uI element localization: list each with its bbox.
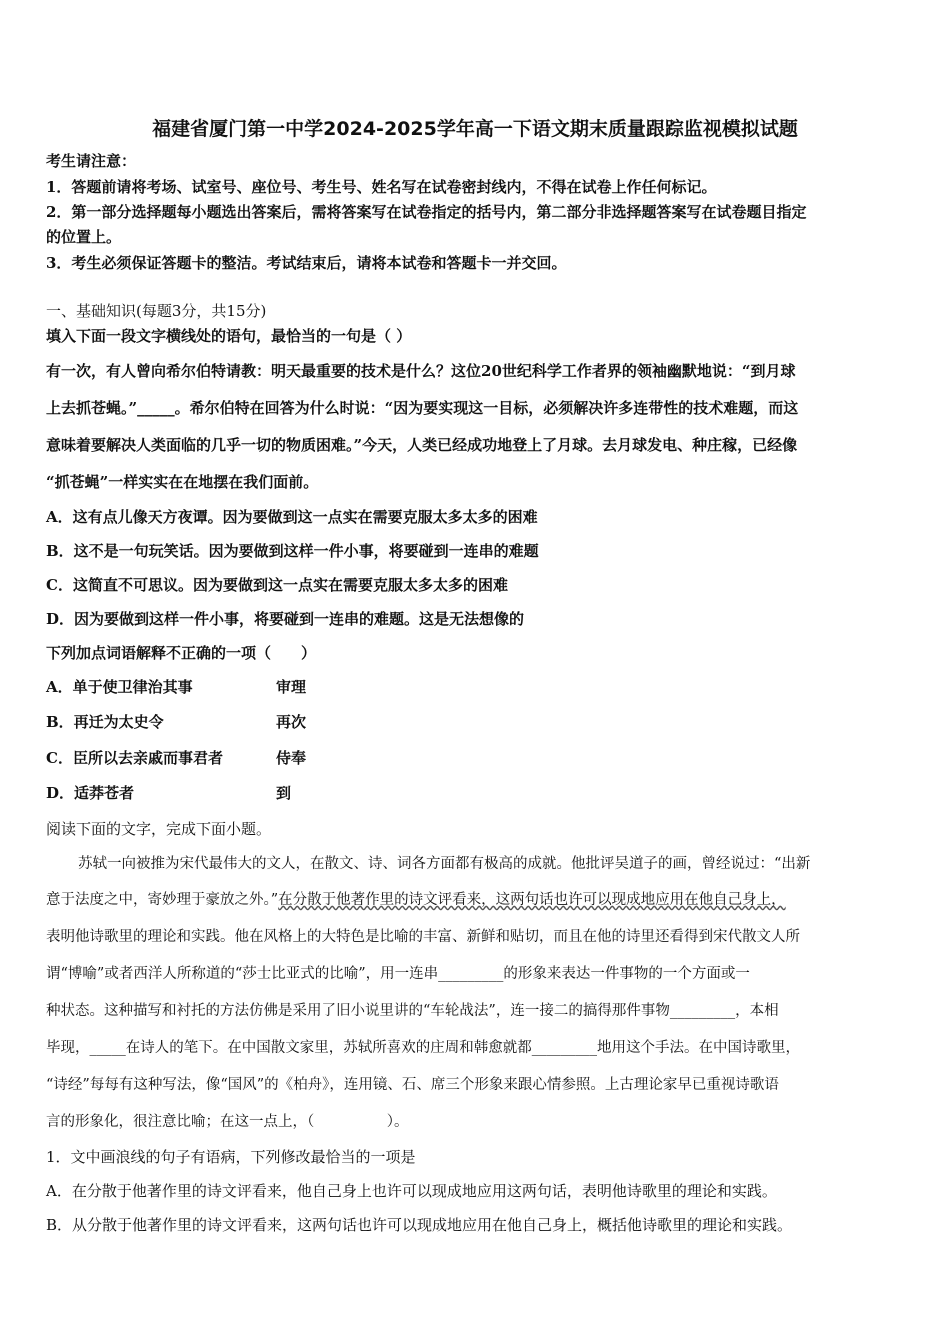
reading-line: 毕现，_____在诗人的笔下。在中国散文家里，苏轼所喜欢的庄周和韩愈就都_________地用这个手法。在中国诗歌里， bbox=[46, 1040, 800, 1056]
notice-item: 2．第一部分选择题每小题选出答案后，需将答案写在试卷指定的括号内，第二部分非选择题答案写在试卷题目指定 bbox=[46, 203, 807, 221]
reading-line: 种状态。这种描写和衬托的方法仿佛是采用了旧小说里讲的“车轮战法”，连一接二的搞得那件事物_________，本相 bbox=[46, 1003, 779, 1019]
wavy-underlined-sentence: 在分散于他著作里的诗文评看来，这两句话也许可以现成地应用在他自己身上， bbox=[278, 892, 786, 908]
option-b-term: B．再迁为太史令 bbox=[46, 713, 164, 731]
reading-line: 谓“博喻”或者西洋人所称道的“莎士比亚式的比喻”，用一连串_________的形象来表达一件事物的一个方面或一 bbox=[46, 966, 750, 982]
question-stem: 填入下面一段文字横线处的语句，最恰当的一句是（ ） bbox=[46, 327, 412, 345]
question-stem: 下列加点词语解释不正确的一项（ ） bbox=[46, 644, 317, 662]
option-c-term: C．臣所以去亲戚而事君者 bbox=[46, 749, 223, 767]
reading-intro: 阅读下面的文字，完成下面小题。 bbox=[46, 820, 272, 838]
option-d-meaning: 到 bbox=[276, 784, 292, 802]
option-a: A．在分散于他著作里的诗文评看来，他自己身上也许可以现成地应用这两句话，表明他诗歌里的理论和实践。 bbox=[46, 1182, 777, 1200]
reading-line: 表明他诗歌里的理论和实践。他在风格上的大特色是比喻的丰富、新鲜和贴切，而且在他的诗里还看得到宋代散文人所 bbox=[46, 929, 800, 945]
notice-item: 的位置上。 bbox=[46, 228, 122, 246]
option-d-term: D．适莽苍者 bbox=[46, 784, 135, 802]
passage-line: 有一次，有人曾向希尔伯特请教：明天最重要的技术是什么？这位20世纪科学工作者界的领袖幽默地说：“到月球 bbox=[46, 362, 796, 380]
section-heading: 一、基础知识(每题3分，共15分) bbox=[46, 302, 267, 320]
option-c-meaning: 侍奉 bbox=[276, 749, 307, 767]
option-a: A．这有点儿像天方夜谭。因为要做到这一点实在需要克服太多太多的困难 bbox=[46, 508, 538, 526]
notice-item: 1．答题前请将考场、试室号、座位号、考生号、姓名写在试卷密封线内，不得在试卷上作任何标记。 bbox=[46, 178, 717, 196]
option-b: B．从分散于他著作里的诗文评看来，这两句话也许可以现成地应用在他自己身上，概括他诗歌里的理论和实践。 bbox=[46, 1216, 793, 1234]
reading-line bbox=[46, 888, 786, 909]
page-title: 福建省厦门第一中学2024-2025学年高一下语文期末质量跟踪监视模拟试题 bbox=[152, 118, 798, 140]
reading-line: 言的形象化，很注意比喻；在这一点上，（ ）。 bbox=[46, 1114, 409, 1130]
reading-line-part: 意于法度之中，寄妙理于豪放之外。” bbox=[46, 892, 279, 908]
option-b: B．这不是一句玩笑话。因为要做到这样一件小事，将要碰到一连串的难题 bbox=[46, 542, 539, 560]
option-c: C．这简直不可思议。因为要做到这一点实在需要克服太多太多的困难 bbox=[46, 576, 508, 594]
passage-line: “抓苍蝇”一样实实在在地摆在我们面前。 bbox=[46, 473, 319, 491]
notice-heading: 考生请注意： bbox=[46, 152, 137, 170]
option-a-meaning: 审理 bbox=[276, 678, 307, 696]
option-a-term: A．单于使卫律治其事 bbox=[46, 678, 193, 696]
option-d: D．因为要做到这样一件小事，将要碰到一连串的难题。这是无法想像的 bbox=[46, 610, 525, 628]
notice-item: 3．考生必须保证答题卡的整洁。考试结束后，请将本试卷和答题卡一并交回。 bbox=[46, 254, 567, 272]
reading-line: 苏轼一向被推为宋代最伟大的文人，在散文、诗、词各方面都有极高的成就。他批评吴道子的画，曾经说过：“出新 bbox=[78, 856, 811, 872]
passage-line: 意味着要解决人类面临的几乎一切的物质困难。”今天，人类已经成功地登上了月球。去月球发电、种庄稼，已经像 bbox=[46, 436, 798, 454]
passage-line: 上去抓苍蝇。”_____。希尔伯特在回答为什么时说：“因为要实现这一目标，必须解决许多连带性的技术难题，而这 bbox=[46, 399, 799, 417]
reading-line: “诗经”每每有这种写法，像“国风”的《柏舟》，连用镜、石、席三个形象来跟心情参照。上古理论家早已重视诗歌语 bbox=[46, 1077, 779, 1093]
question-stem: 1．文中画浪线的句子有语病，下列修改最恰当的一项是 bbox=[46, 1148, 416, 1166]
option-b-meaning: 再次 bbox=[276, 713, 307, 731]
